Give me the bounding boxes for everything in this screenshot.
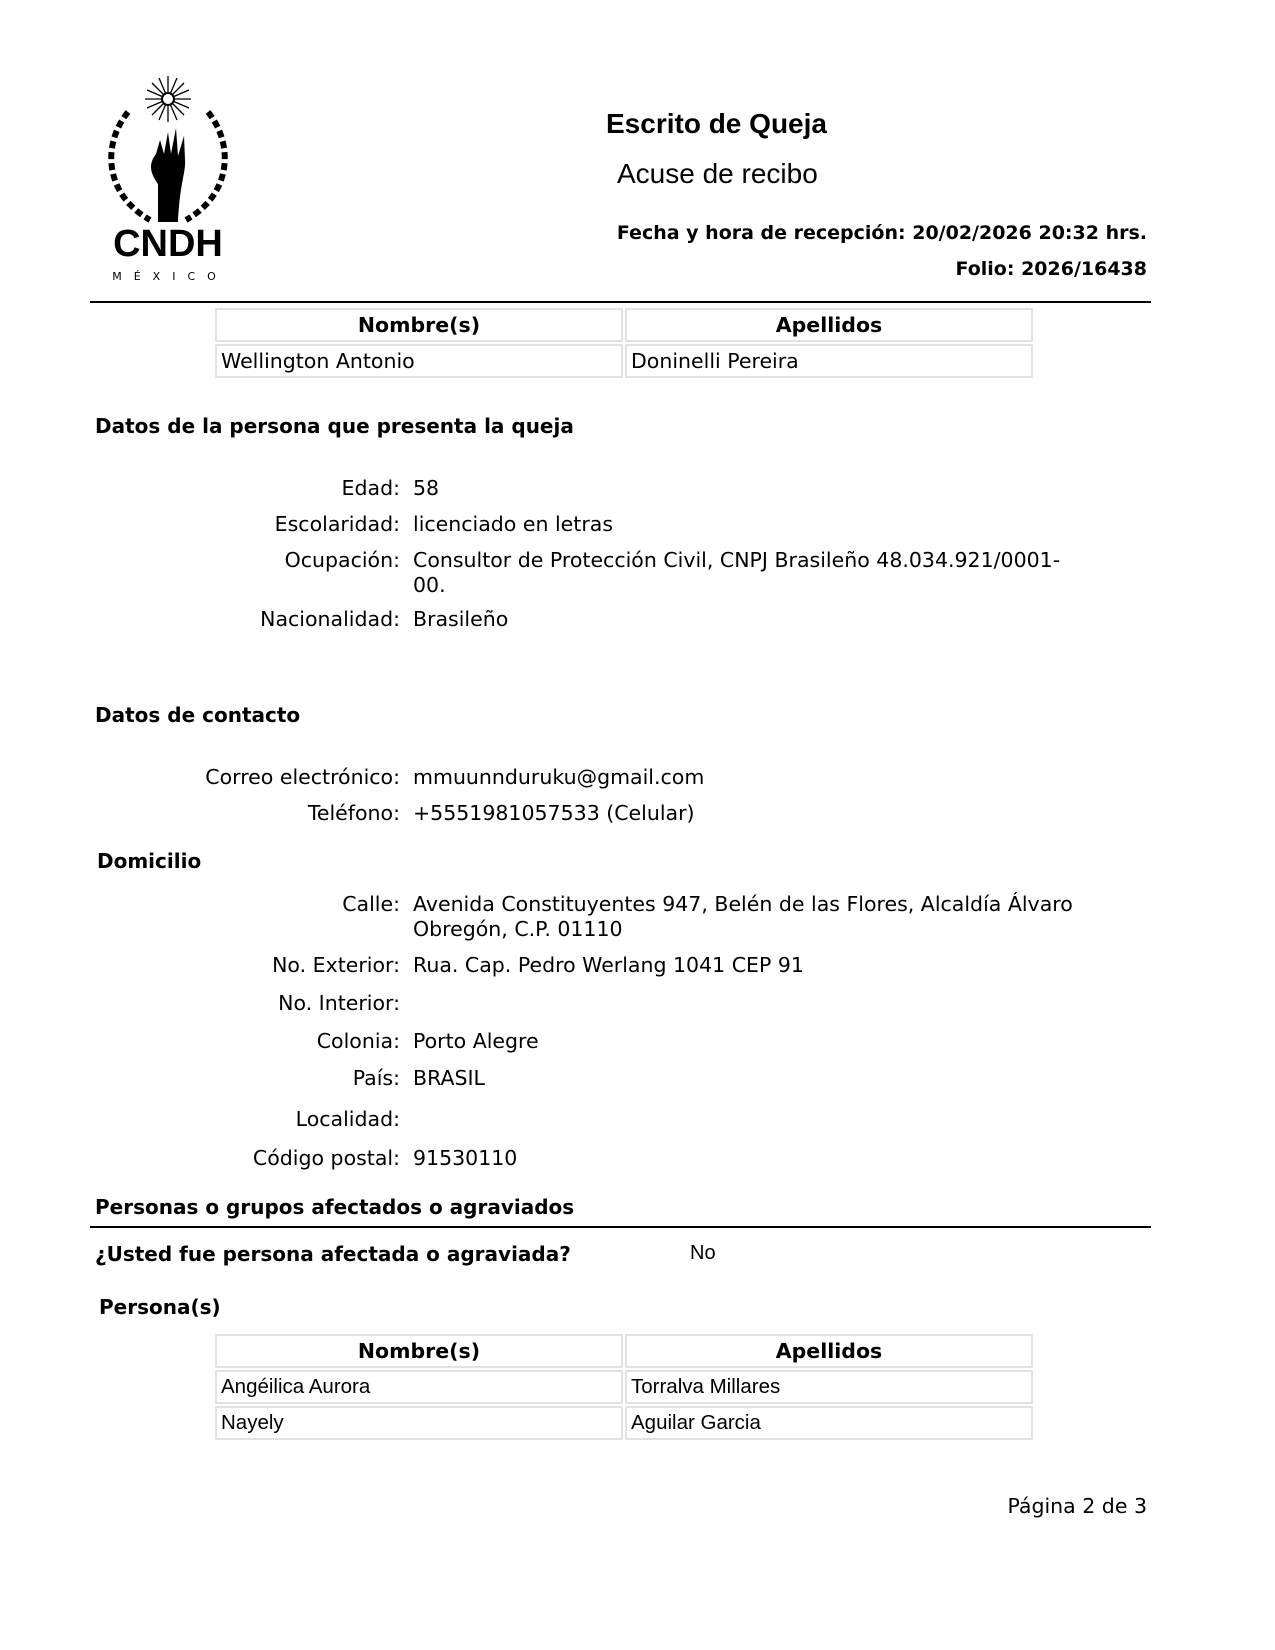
field-value: Porto Alegre xyxy=(413,1029,539,1053)
cell-nombres: Nayely xyxy=(215,1406,623,1440)
field-value: licenciado en letras xyxy=(413,512,614,536)
section-title-affected: Personas o grupos afectados o agraviados xyxy=(95,1195,575,1219)
svg-text:CNDH: CNDH xyxy=(113,223,223,265)
complainant-name-table xyxy=(213,306,1035,380)
field-label: Localidad: xyxy=(295,1107,400,1131)
field-label: Edad: xyxy=(341,476,400,500)
reception-datetime: Fecha y hora de recepción: 20/02/2026 20:32 hrs. xyxy=(616,222,1147,244)
field-label: Colonia: xyxy=(316,1029,400,1053)
field-label: Ocupación: xyxy=(284,548,400,572)
table-header-row xyxy=(215,1334,1033,1368)
field-label: Correo electrónico: xyxy=(205,765,400,789)
field-value: 91530110 xyxy=(413,1146,518,1170)
field-label: Nacionalidad: xyxy=(260,607,400,631)
affected-answer: No xyxy=(690,1242,716,1264)
section-title-person: Datos de la persona que presenta la queja xyxy=(95,414,574,438)
field-value: Avenida Constituyentes 947, Belén de las Flores, Alcaldía Álvaro Obregón, C.P. 01110 xyxy=(413,892,1073,941)
table-row xyxy=(215,344,1033,378)
field-value: mmuunnduruku@gmail.com xyxy=(413,765,705,789)
svg-text:MÉXICO: MÉXICO xyxy=(112,270,228,283)
field-label: Teléfono: xyxy=(307,801,400,825)
column-header-nombres: Nombre(s) xyxy=(215,1334,623,1368)
folio-number: Folio: 2026/16438 xyxy=(955,258,1147,280)
affected-persons-table xyxy=(213,1332,1035,1442)
document-subtitle: Acuse de recibo xyxy=(617,158,818,189)
section-title-address: Domicilio xyxy=(97,849,202,873)
field-value: Brasileño xyxy=(413,607,509,631)
field-label: Calle: xyxy=(342,892,400,916)
header-divider xyxy=(90,301,1151,303)
affected-question: ¿Usted fue persona afectada o agraviada? xyxy=(95,1242,571,1266)
field-value: +5551981057533 (Celular) xyxy=(413,801,695,825)
column-header-apellidos: Apellidos xyxy=(625,1334,1033,1368)
document-title: Escrito de Queja xyxy=(606,108,827,139)
cell-nombres: Wellington Antonio xyxy=(215,344,623,378)
field-value: Consultor de Protección Civil, CNPJ Brasileño 48.034.921/0001-00. xyxy=(413,548,1061,597)
column-header-nombres: Nombre(s) xyxy=(215,308,623,342)
field-label: País: xyxy=(352,1066,400,1090)
table-row xyxy=(215,1406,1033,1440)
field-value: Rua. Cap. Pedro Werlang 1041 CEP 91 xyxy=(413,953,804,977)
cell-apellidos: Doninelli Pereira xyxy=(625,344,1033,378)
column-header-apellidos: Apellidos xyxy=(625,308,1033,342)
field-label: Código postal: xyxy=(252,1146,400,1170)
cndh-logo xyxy=(100,74,245,286)
field-label: No. Interior: xyxy=(278,991,400,1015)
field-label: No. Exterior: xyxy=(272,953,400,977)
cell-apellidos: Aguilar Garcia xyxy=(625,1406,1033,1440)
persons-title: Persona(s) xyxy=(99,1295,221,1319)
cell-nombres: Angéilica Aurora xyxy=(215,1370,623,1404)
page-number: Página 2 de 3 xyxy=(1007,1494,1147,1518)
table-row xyxy=(215,1370,1033,1404)
field-label: Escolaridad: xyxy=(274,512,400,536)
cndh-emblem-icon xyxy=(100,74,245,286)
field-value: 58 xyxy=(413,476,440,500)
affected-divider xyxy=(90,1226,1151,1228)
cell-apellidos: Torralva Millares xyxy=(625,1370,1033,1404)
table-header-row xyxy=(215,308,1033,342)
section-title-contact: Datos de contacto xyxy=(95,703,301,727)
field-value: BRASIL xyxy=(413,1066,485,1090)
